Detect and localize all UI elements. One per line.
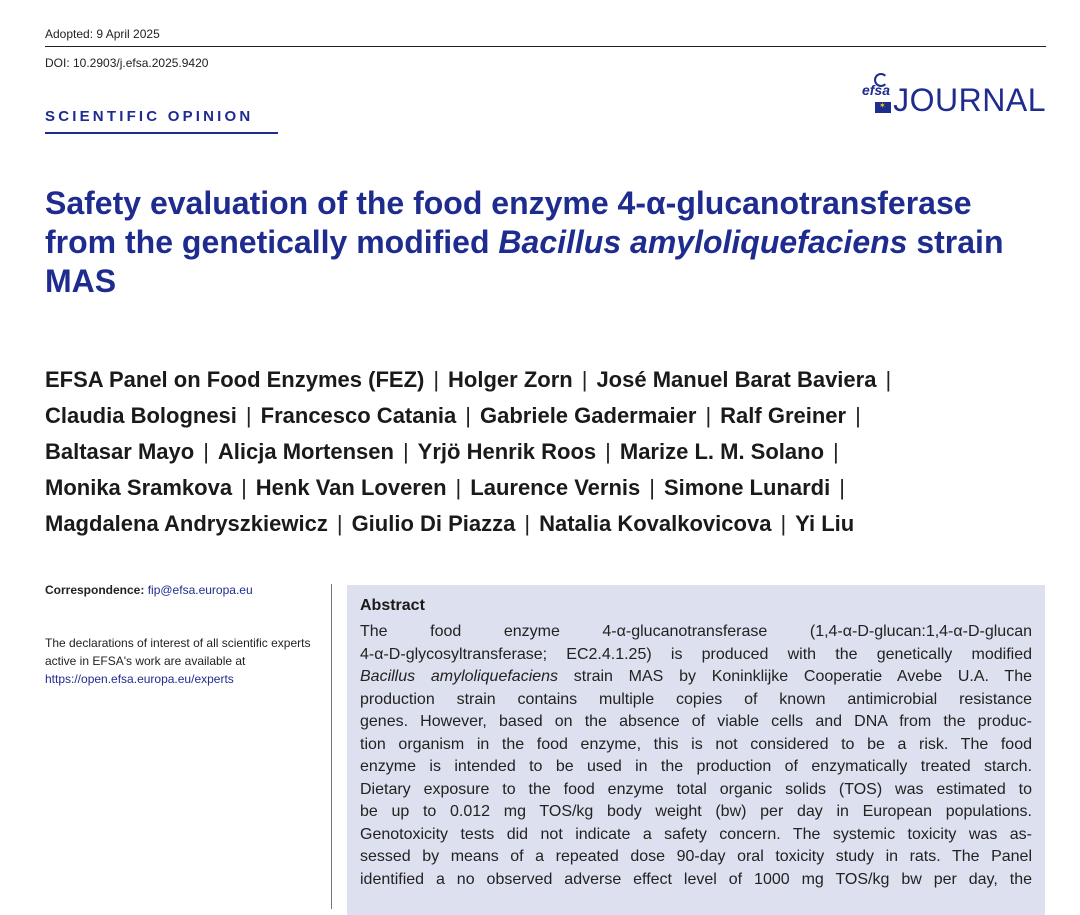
author-separator: | bbox=[455, 475, 462, 500]
author-separator: | bbox=[581, 367, 588, 392]
author-separator: | bbox=[839, 475, 845, 500]
doi: DOI: 10.2903/j.efsa.2025.9420 bbox=[45, 56, 209, 70]
author-name[interactable]: Claudia Bolognesi bbox=[45, 403, 237, 428]
correspondence-email-link[interactable]: fip@efsa.europa.eu bbox=[147, 583, 253, 597]
author-line bbox=[45, 470, 1045, 506]
header-rule bbox=[45, 46, 1046, 47]
author-separator: | bbox=[402, 439, 409, 464]
author-name[interactable]: Giulio Di Piazza bbox=[351, 511, 516, 536]
author-list bbox=[45, 362, 1045, 542]
logo-journal-text: JOURNAL bbox=[893, 82, 1046, 118]
author-name[interactable]: Gabriele Gadermaier bbox=[480, 403, 697, 428]
declarations-link[interactable]: https://open.efsa.europa.eu/experts bbox=[45, 672, 234, 686]
author-separator: | bbox=[705, 403, 712, 428]
author-separator: | bbox=[780, 511, 787, 536]
abstract-line: enzyme is intended to be used in the production of enzymatically treated starch. bbox=[360, 758, 1032, 775]
author-name[interactable]: Ralf Greiner bbox=[720, 403, 847, 428]
abstract-line: sessed by means of a repeated dose 90-day oral toxicity study in rats. The Panel bbox=[360, 848, 1032, 865]
author-name[interactable]: Natalia Kovalkovicova bbox=[539, 511, 772, 536]
title-part1: Safety evaluation of the food enzyme 4-α-glucanotransferase from the genetically modified bbox=[45, 185, 972, 260]
author-name[interactable]: Magdalena Andryszkiewicz bbox=[45, 511, 328, 536]
column-divider bbox=[331, 584, 332, 909]
author-separator: | bbox=[336, 511, 343, 536]
author-separator: | bbox=[524, 511, 531, 536]
author-line bbox=[45, 398, 1045, 434]
author-separator: | bbox=[241, 475, 247, 500]
logo-efsa-text: efsa bbox=[861, 82, 890, 98]
abstract-line: Bacillus amyloliquefaciens strain MAS by Koninklijke Cooperatie Avebe U.A. The bbox=[360, 668, 1033, 685]
author-separator: | bbox=[433, 367, 440, 392]
article-title bbox=[45, 184, 1045, 301]
correspondence-label: Correspondence: bbox=[45, 583, 145, 597]
author-name[interactable]: José Manuel Barat Baviera bbox=[596, 367, 877, 392]
author-name[interactable]: Alicja Mortensen bbox=[217, 439, 394, 464]
correspondence bbox=[45, 583, 253, 597]
declarations-note bbox=[45, 634, 320, 688]
abstract-heading: Abstract bbox=[360, 597, 425, 614]
author-separator: | bbox=[833, 439, 839, 464]
author-name[interactable]: Yi Liu bbox=[795, 511, 855, 536]
author-separator: | bbox=[203, 439, 209, 464]
abstract-line: Dietary exposure to the food enzyme total organic solids (TOS) was estimated to bbox=[360, 780, 1032, 798]
author-separator: | bbox=[649, 475, 655, 500]
abstract-line: production strain contains multiple copies of known antimicrobial resistance bbox=[360, 690, 1032, 708]
author-name[interactable]: Francesco Catania bbox=[260, 403, 457, 428]
declarations-text: The declarations of interest of all scientific experts active in EFSA's work are available at bbox=[45, 636, 311, 668]
adopted-date: Adopted: 9 April 2025 bbox=[45, 27, 160, 41]
abstract-line: 4-α-D-glycosyltransferase; EC2.4.1.25) is produced with the genetically modified bbox=[360, 645, 1032, 663]
author-name[interactable]: Henk Van Loveren bbox=[255, 475, 447, 500]
author-separator: | bbox=[245, 403, 252, 428]
author-name[interactable]: Yrjö Henrik Roos bbox=[417, 439, 597, 464]
author-separator: | bbox=[885, 367, 892, 392]
author-name[interactable]: Holger Zorn bbox=[448, 367, 573, 392]
abstract-line: identified a no observed adverse effect level of 1000 mg TOS/kg bw per day, the bbox=[360, 870, 1032, 888]
abstract-line: tion organism in the food enzyme, this is not considered to be a risk. The food bbox=[360, 735, 1032, 753]
author-separator: | bbox=[465, 403, 471, 428]
author-separator: | bbox=[605, 439, 611, 464]
efsa-journal-logo bbox=[846, 70, 1046, 120]
author-line bbox=[45, 434, 1045, 470]
author-name[interactable]: Baltasar Mayo bbox=[45, 439, 195, 464]
author-name[interactable]: Marize L. M. Solano bbox=[619, 439, 825, 464]
author-name[interactable]: Laurence Vernis bbox=[470, 475, 641, 500]
author-line bbox=[45, 506, 1045, 542]
author-name[interactable]: Simone Lunardi bbox=[663, 475, 831, 500]
eu-flag-icon bbox=[875, 102, 891, 113]
author-line bbox=[45, 362, 1045, 398]
abstract-line: Genotoxicity tests did not indicate a safety concern. The systemic toxicity was as- bbox=[360, 825, 1032, 843]
section-label: SCIENTIFIC OPINION bbox=[45, 108, 254, 125]
abstract-line: be up to 0.012 mg TOS/kg body weight (bw) per day in European populations. bbox=[360, 803, 1032, 820]
abstract-text bbox=[360, 621, 1032, 891]
title-italic: Bacillus amyloliquefaciens bbox=[498, 224, 908, 260]
abstract-line: genes. However, based on the absence of viable cells and DNA from the produc- bbox=[360, 713, 1032, 730]
author-name[interactable]: Monika Sramkova bbox=[45, 475, 233, 500]
abstract-line: The food enzyme 4-α-glucanotransferase (1,4-α-D-glucan:1,4-α-D-glucan bbox=[360, 623, 1032, 640]
title-part2: strain MAS bbox=[45, 224, 1004, 299]
section-underline bbox=[45, 132, 278, 134]
author-name[interactable]: EFSA Panel on Food Enzymes (FEZ) bbox=[45, 367, 425, 392]
author-separator: | bbox=[855, 403, 861, 428]
abstract-box bbox=[347, 585, 1045, 915]
